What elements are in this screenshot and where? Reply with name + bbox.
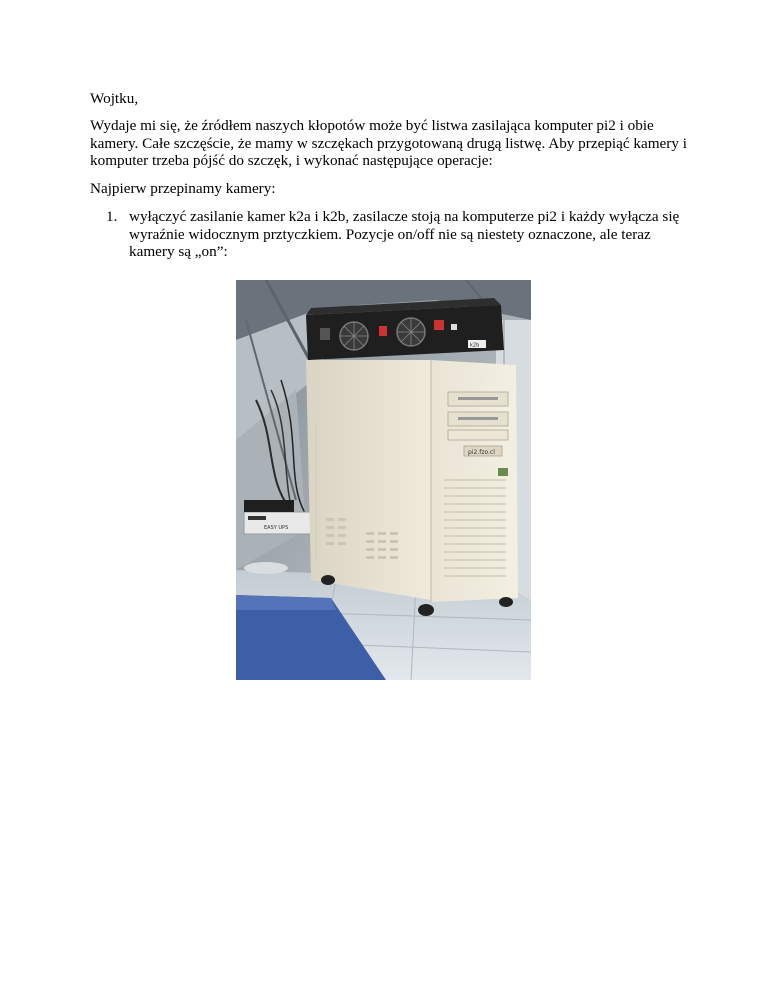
list-item-text: wyłączyć zasilanie kamer k2a i k2b, zasilacze stoją na komputerze pi2 i każdy wyłącza się wyraźnie widocznym prztyczkiem. Pozycje on/off nie są niestety oznaczone, ale teraz kamery są „on”: — [129, 208, 680, 260]
computer-label: pi2.fzo.cl — [468, 449, 495, 456]
ups-label: EASY UPS — [264, 525, 289, 531]
photo-computer-with-power-supplies — [236, 280, 531, 680]
greeting: Wojtku, — [90, 90, 139, 107]
power-supply-label: k2b — [470, 342, 480, 349]
list-item-number: 1. — [106, 208, 118, 225]
paragraph-cameras: Najpierw przepinamy kamery: — [90, 180, 276, 197]
paragraph-intro: Wydaje mi się, że źródłem naszych kłopotów może być listwa zasilająca komputer pi2 i obie kamery. Całe szczęście, że mamy w szczękach przygotowaną drugą listwę. Aby przepiąć kamery i komputer trzeba pójść do szczęk, i wykonać następujące operacje: — [90, 117, 687, 169]
